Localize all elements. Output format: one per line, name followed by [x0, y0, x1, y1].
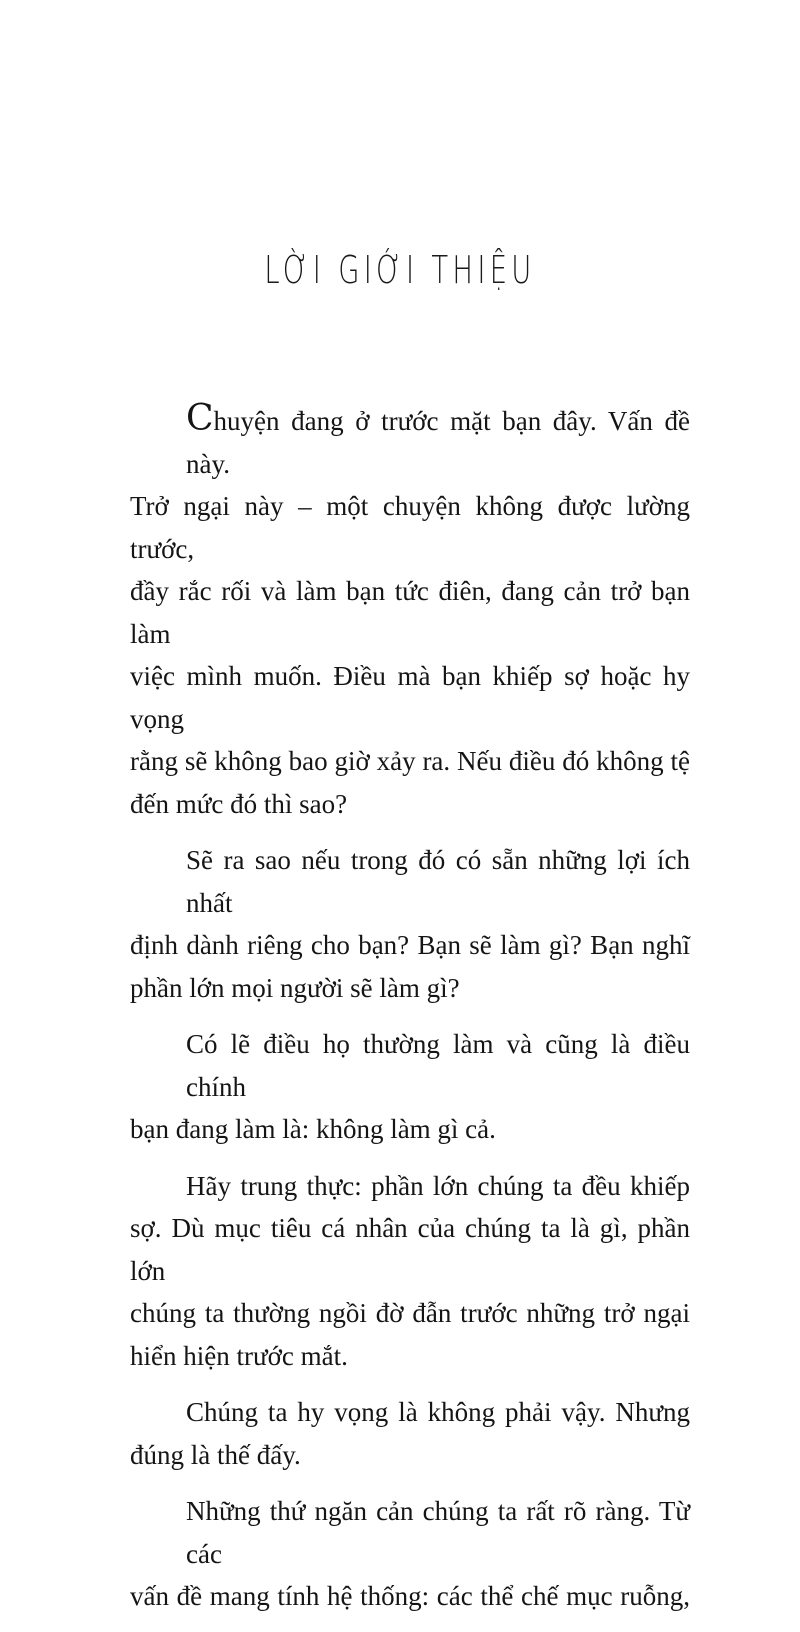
text-line: đến mức đó thì sao? — [130, 788, 348, 819]
text-line: định dành riêng cho bạn? Bạn sẽ làm gì? Bạn nghĩ — [130, 930, 690, 960]
paragraph-4 — [130, 1165, 690, 1378]
text-line: Hãy trung thực: phần lớn chúng ta đều khiếp — [186, 1170, 690, 1201]
text-line — [130, 398, 690, 485]
text-line: Những thứ ngăn cản chúng ta rất rõ ràng. Từ các — [186, 1496, 690, 1569]
text-line: đúng là thế đấy. — [130, 1439, 301, 1470]
paragraph-5 — [130, 1391, 690, 1476]
text-line: bạn đang làm là: không làm gì cả. — [130, 1114, 496, 1144]
dropcap: C — [186, 398, 214, 439]
text-line: Chúng ta hy vọng là không phải vậy. Nhưng — [186, 1397, 690, 1427]
text-line: rằng sẽ không bao giờ xảy ra. Nếu điều đó không tệ — [130, 746, 690, 776]
text-line: Sẽ ra sao nếu trong đó có sẵn những lợi ích nhất — [186, 845, 690, 918]
text-line: phần lớn mọi người sẽ làm gì? — [130, 972, 460, 1003]
text-line: vấn đề mang tính hệ thống: các thể chế mục ruỗng, — [130, 1581, 690, 1611]
text-line-content: huyện đang ở trước mặt bạn đây. Vấn đề này. — [186, 406, 690, 479]
text-line: chúng ta thường ngồi đờ đẫn trước những trở ngại — [130, 1298, 690, 1328]
text-line: đầy rắc rối và làm bạn tức điên, đang cản trở bạn làm — [130, 576, 690, 649]
paragraph-6 — [130, 1490, 690, 1618]
paragraph-2 — [130, 839, 690, 1009]
text-line: việc mình muốn. Điều mà bạn khiếp sợ hoặc hy vọng — [130, 661, 690, 734]
paragraph-3 — [130, 1023, 690, 1151]
paragraph-1 — [130, 398, 690, 825]
text-line: sợ. Dù mục tiêu cá nhân của chúng ta là gì, phần lớn — [130, 1213, 690, 1286]
text-line: Trở ngại này – một chuyện không được lường trước, — [130, 491, 690, 564]
text-line: hiển hiện trước mắt. — [130, 1340, 348, 1371]
chapter-title: LỜI GIỚI THIỆU — [264, 248, 536, 292]
text-line: Có lẽ điều họ thường làm và cũng là điều chính — [186, 1029, 690, 1102]
body-text — [130, 398, 690, 1632]
